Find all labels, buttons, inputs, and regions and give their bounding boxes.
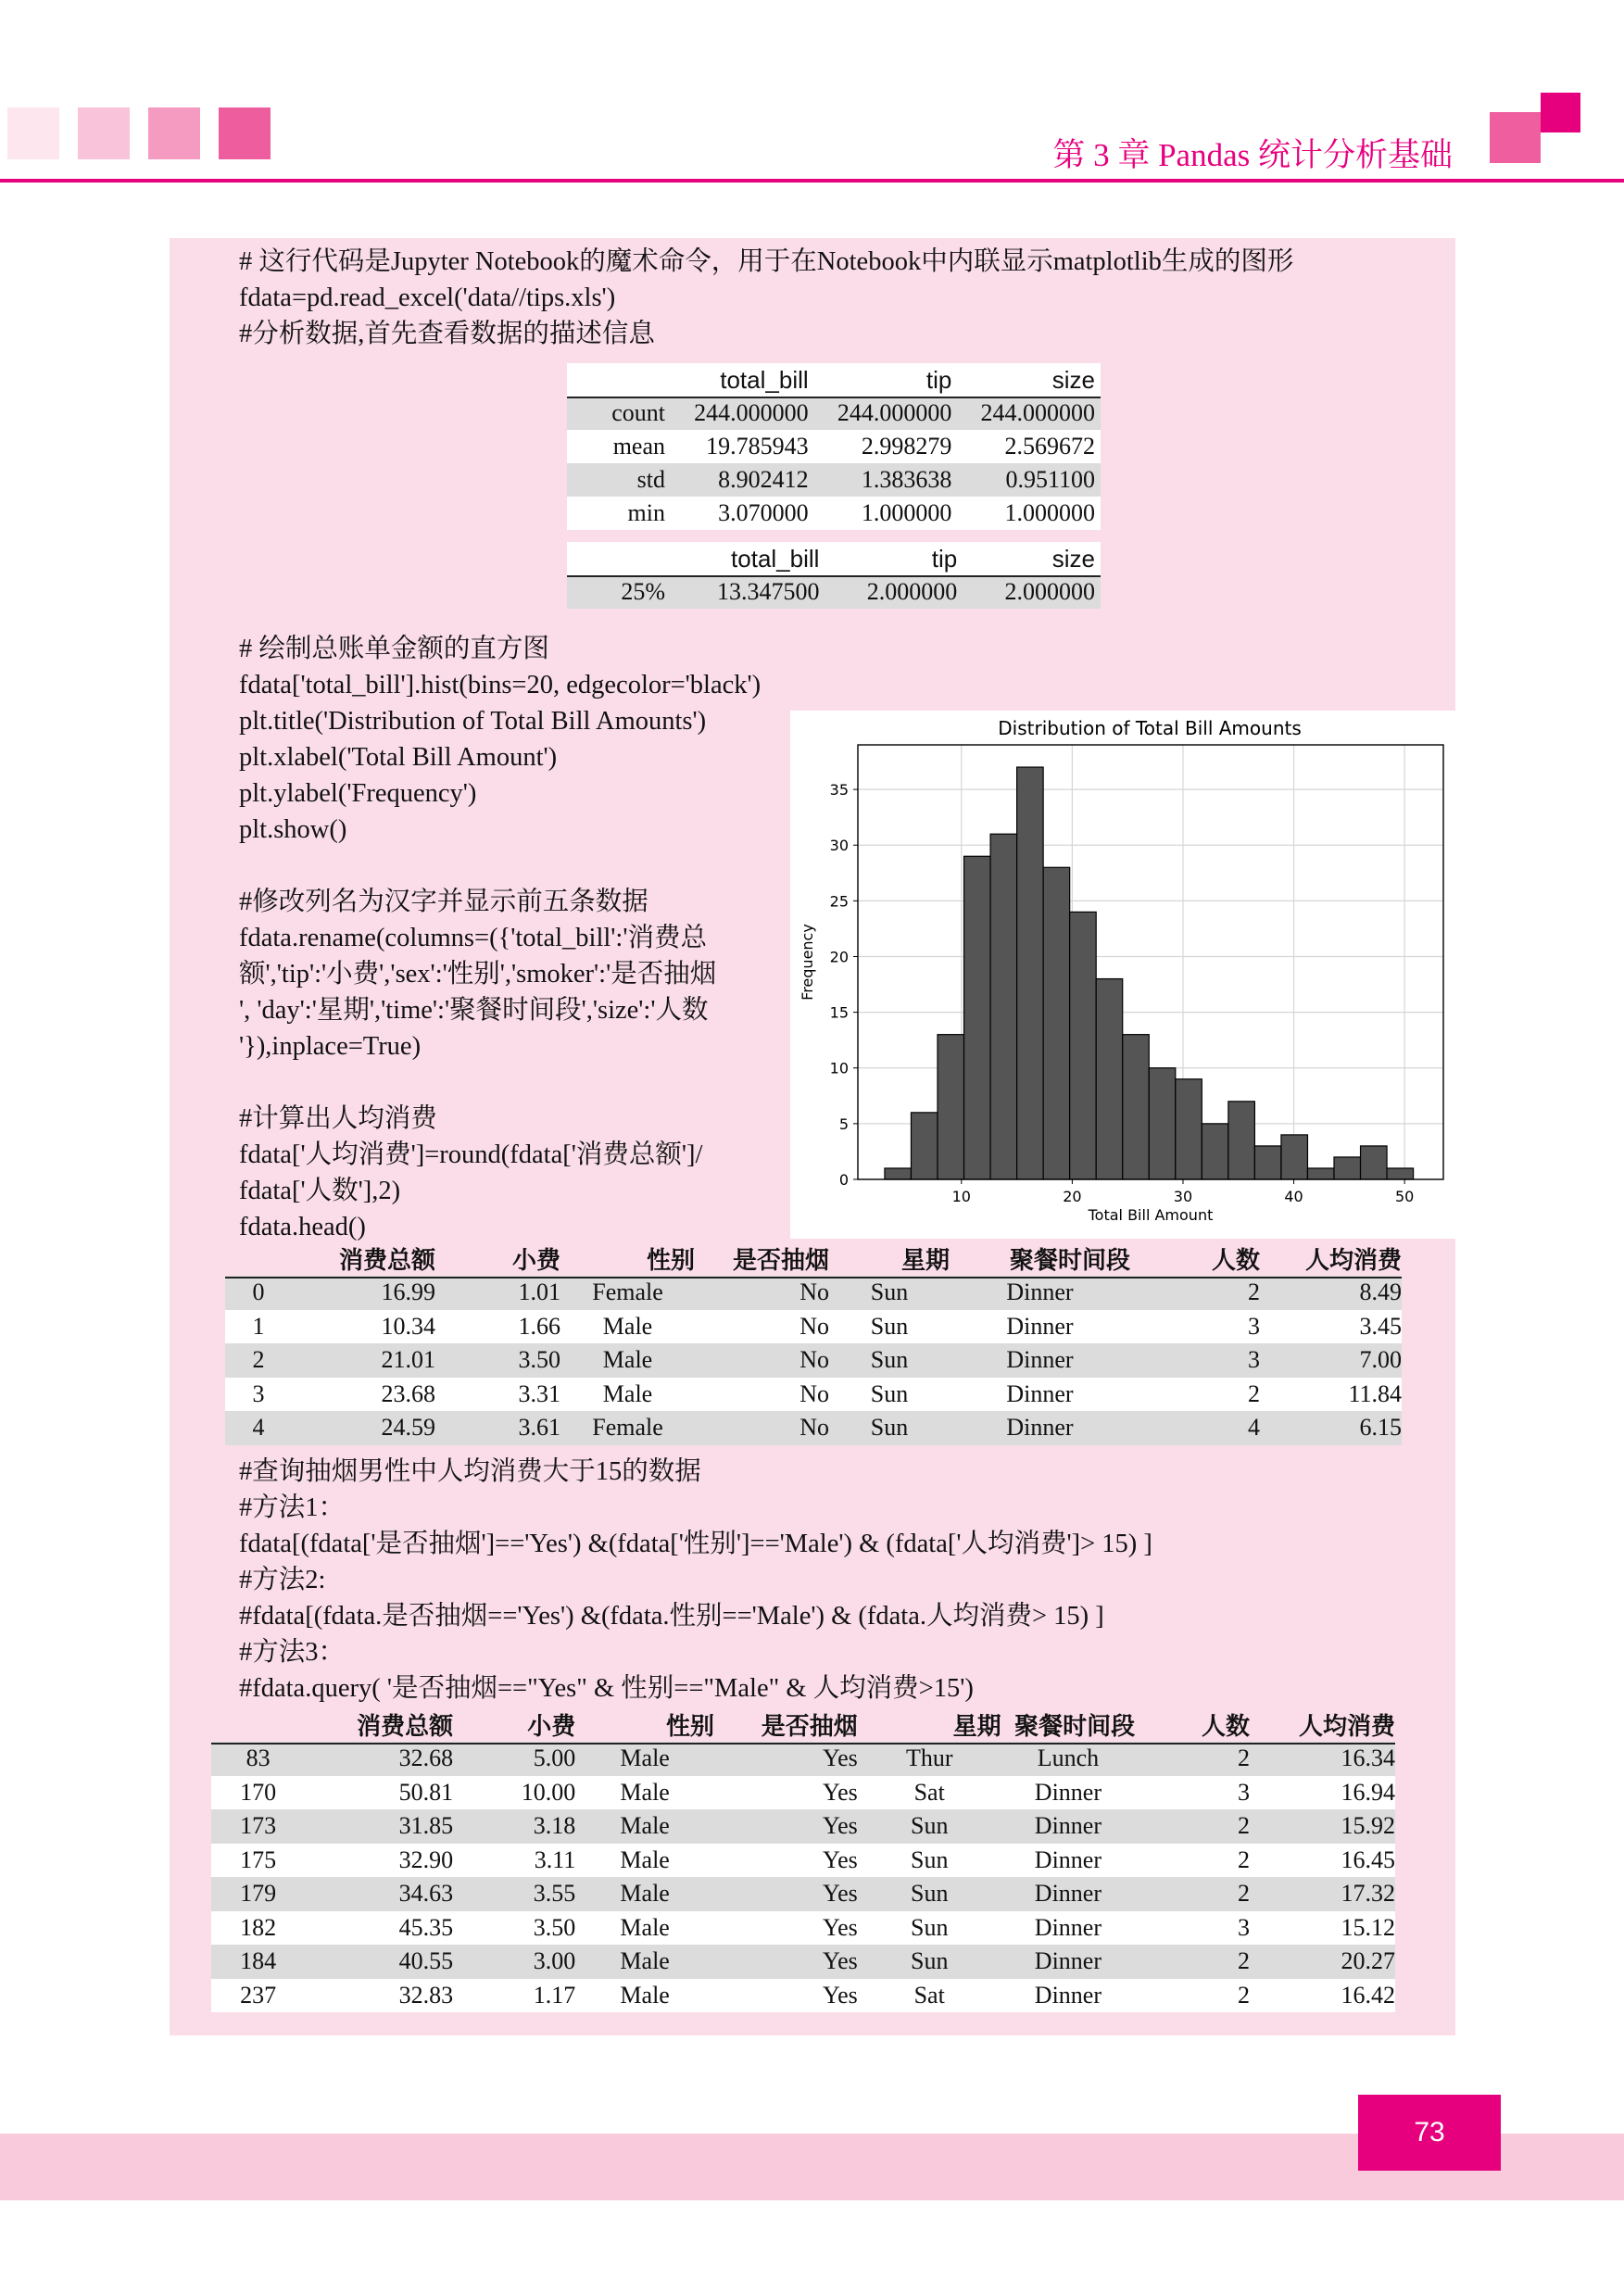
cell: 3.50 — [453, 1911, 575, 1946]
cell: Dinner — [1001, 1979, 1136, 2013]
cell: 10.34 — [292, 1310, 435, 1344]
cell: Dinner — [1001, 1776, 1136, 1810]
table-row — [211, 1742, 1395, 1776]
cell: Dinner — [1001, 1911, 1136, 1946]
histogram-bar — [911, 1113, 938, 1179]
cell: 3.070000 — [671, 497, 814, 530]
cell: 3 — [1135, 1776, 1250, 1810]
cell: Sun — [858, 1911, 1001, 1946]
y-axis-label: Frequency — [799, 924, 816, 1001]
cell: Male — [575, 1776, 714, 1810]
header-square-2 — [78, 107, 130, 159]
cell: No — [695, 1343, 829, 1378]
table-row — [567, 430, 1101, 463]
col-header: total_bill — [731, 544, 820, 573]
histogram-bar — [938, 1035, 964, 1179]
row-index: 2 — [225, 1343, 292, 1378]
cell: 3 — [1135, 1911, 1250, 1946]
code-line — [239, 848, 761, 884]
table-row — [211, 1979, 1395, 2013]
cell: 21.01 — [292, 1343, 435, 1378]
cell: 244.000000 — [814, 397, 958, 430]
code-block-2 — [239, 631, 761, 1245]
x-tick-label: 50 — [1394, 1188, 1415, 1205]
cell: Male — [575, 1809, 714, 1844]
table-row — [211, 1945, 1395, 1979]
cell: 2 — [1135, 1945, 1250, 1979]
table-row — [225, 1310, 1402, 1344]
col-header: 小费 — [511, 1247, 560, 1275]
cell: 1.01 — [435, 1276, 560, 1310]
col-header: 性别 — [665, 1713, 714, 1741]
cell: 24.59 — [292, 1411, 435, 1445]
code-line: #查询抽烟男性中人均消费大于15的数据 — [239, 1457, 701, 1486]
cell: 5.00 — [453, 1742, 575, 1776]
cell: 32.90 — [305, 1844, 453, 1878]
row-label: mean — [567, 430, 671, 463]
cell: Male — [560, 1378, 695, 1412]
cell: 3.45 — [1260, 1310, 1402, 1344]
cell: Dinner — [1001, 1877, 1136, 1911]
header-corner-square-big — [1490, 112, 1541, 163]
table-row — [225, 1411, 1402, 1445]
table-header-rule — [567, 397, 1101, 398]
y-tick-label: 15 — [829, 1003, 849, 1022]
table-row — [225, 1276, 1402, 1310]
cell: Dinner — [950, 1276, 1130, 1310]
y-tick-label: 30 — [829, 837, 849, 855]
table-header-rule — [225, 1277, 1402, 1279]
cell: 45.35 — [305, 1911, 453, 1946]
row-label: min — [567, 497, 671, 530]
y-tick-label: 20 — [829, 948, 849, 966]
code-block-3 — [239, 1454, 1152, 1707]
col-header: tip — [931, 544, 958, 573]
table-row — [211, 1776, 1395, 1810]
code-line: plt.xlabel('Total Bill Amount') — [239, 743, 558, 772]
cell: Dinner — [950, 1310, 1130, 1344]
header-square-3 — [148, 107, 200, 159]
cell: 16.45 — [1250, 1844, 1395, 1878]
col-header: 星期 — [900, 1247, 950, 1275]
cell: Male — [560, 1343, 695, 1378]
row-label: count — [567, 397, 671, 430]
cell: Yes — [714, 1844, 858, 1878]
histogram-bar — [1176, 1079, 1202, 1179]
col-header: tip — [925, 365, 952, 394]
cell: 50.81 — [305, 1776, 453, 1810]
cell: 16.99 — [292, 1276, 435, 1310]
cell: Sun — [858, 1809, 1001, 1844]
cell: 2 — [1130, 1378, 1260, 1412]
code-line — [239, 1064, 761, 1101]
row-index: 184 — [211, 1945, 305, 1979]
col-header: total_bill — [720, 365, 809, 394]
cell: 16.94 — [1250, 1776, 1395, 1810]
cell: Sun — [829, 1310, 950, 1344]
code-line: ', 'day':'星期','time':'聚餐时间段','size':'人数 — [239, 996, 709, 1025]
row-index: 173 — [211, 1809, 305, 1844]
cell: Male — [575, 1742, 714, 1776]
histogram-bar — [1123, 1035, 1150, 1179]
cell: 4 — [1130, 1411, 1260, 1445]
chart-title: Distribution of Total Bill Amounts — [998, 717, 1302, 739]
code-line: # 这行代码是Jupyter Notebook的魔术命令，用于在Notebook中内联显示matplotlib生成的图形 — [239, 247, 1294, 276]
cell: 13.347500 — [671, 575, 825, 609]
cell: 1.000000 — [957, 497, 1101, 530]
cell: Dinner — [950, 1411, 1130, 1445]
cell: Sun — [829, 1411, 950, 1445]
cell: No — [695, 1276, 829, 1310]
page-number: 73 — [1358, 2095, 1501, 2171]
cell: 2 — [1135, 1844, 1250, 1878]
cell: 3 — [1130, 1343, 1260, 1378]
code-block-1 — [239, 244, 1293, 352]
table-row — [567, 575, 1101, 609]
row-label: 25% — [567, 575, 671, 609]
x-tick-label: 40 — [1284, 1188, 1303, 1205]
code-line: fdata=pd.read_excel('data//tips.xls') — [239, 283, 616, 312]
table-row — [211, 1911, 1395, 1946]
col-header: 是否抽烟 — [761, 1713, 858, 1741]
cell: 2 — [1135, 1742, 1250, 1776]
table-header-row — [211, 1707, 1395, 1742]
col-header: 消费总额 — [357, 1713, 454, 1741]
table-row — [567, 463, 1101, 497]
cell: Male — [575, 1844, 714, 1878]
code-line: # 绘制总账单金额的直方图 — [239, 635, 549, 663]
col-header: 小费 — [527, 1713, 576, 1741]
code-line: plt.ylabel('Frequency') — [239, 779, 477, 808]
cell: 32.83 — [305, 1979, 453, 2013]
code-line: fdata['人均消费']=round(fdata['消费总额']/ — [239, 1140, 703, 1169]
row-index: 170 — [211, 1776, 305, 1810]
header-square-4 — [219, 107, 271, 159]
cell: 3.61 — [435, 1411, 560, 1445]
cell: 2 — [1135, 1877, 1250, 1911]
table-header-rule — [211, 1743, 1395, 1745]
cell: 0.951100 — [957, 463, 1101, 497]
cell: 11.84 — [1260, 1378, 1402, 1412]
col-header: 人数 — [1202, 1713, 1251, 1741]
header-square-1 — [7, 107, 59, 159]
col-header: 消费总额 — [338, 1247, 435, 1275]
histogram-bar — [1017, 767, 1044, 1179]
code-line: fdata.rename(columns=({'total_bill':'消费总 — [239, 924, 707, 952]
cell: 2.000000 — [825, 575, 963, 609]
code-line: plt.show() — [239, 815, 347, 844]
col-header: 人均消费 — [1298, 1713, 1395, 1741]
cell: Dinner — [950, 1378, 1130, 1412]
cell: 7.00 — [1260, 1343, 1402, 1378]
x-tick-label: 10 — [951, 1188, 971, 1205]
y-tick-label: 0 — [838, 1171, 849, 1189]
code-line: fdata['total_bill'].hist(bins=20, edgecolor='black') — [239, 671, 762, 699]
col-header: 性别 — [646, 1247, 695, 1275]
cell: Male — [575, 1911, 714, 1946]
x-axis-label: Total Bill Amount — [1088, 1206, 1214, 1224]
code-line: #fdata.query( '是否抽烟=="Yes" & 性别=="Male" & 人均消费>15') — [239, 1674, 974, 1703]
table-row — [211, 1809, 1395, 1844]
cell: 3.11 — [453, 1844, 575, 1878]
code-line: #计算出人均消费 — [239, 1104, 437, 1133]
table-row — [567, 497, 1101, 530]
code-line: fdata.head() — [239, 1213, 366, 1241]
col-header: 是否抽烟 — [732, 1247, 829, 1275]
row-index: 182 — [211, 1911, 305, 1946]
histogram-bar — [885, 1168, 912, 1179]
cell: 23.68 — [292, 1378, 435, 1412]
cell: Female — [560, 1276, 695, 1310]
cell: 2 — [1135, 1809, 1250, 1844]
cell: 2.998279 — [814, 430, 958, 463]
cell: 20.27 — [1250, 1945, 1395, 1979]
cell: 2.000000 — [963, 575, 1101, 609]
histogram-bar — [1043, 867, 1070, 1179]
code-line: '}),inplace=True) — [239, 1032, 422, 1061]
row-label: std — [567, 463, 671, 497]
cell: Sun — [829, 1378, 950, 1412]
cell: 3.18 — [453, 1809, 575, 1844]
cell: Dinner — [1001, 1945, 1136, 1979]
code-line: 额','tip':'小费','sex':'性别','smoker':'是否抽烟 — [239, 960, 717, 989]
cell: 2 — [1135, 1979, 1250, 2013]
code-line: #fdata[(fdata.是否抽烟=='Yes') &(fdata.性别=='Male') & (fdata.人均消费> 15) ] — [239, 1602, 1104, 1631]
row-index: 175 — [211, 1844, 305, 1878]
histogram-bar — [1307, 1168, 1334, 1179]
table-row — [567, 397, 1101, 430]
cell: 1.383638 — [814, 463, 958, 497]
cell: Sun — [858, 1945, 1001, 1979]
histogram-bar — [1202, 1124, 1228, 1179]
cell: Lunch — [1001, 1742, 1136, 1776]
cell: 15.12 — [1250, 1911, 1395, 1946]
cell: 1.66 — [435, 1310, 560, 1344]
col-header: 聚餐时间段 — [1014, 1713, 1136, 1741]
header-corner-square-small — [1541, 93, 1580, 132]
cell: Sat — [858, 1979, 1001, 2013]
y-tick-label: 35 — [829, 781, 849, 800]
code-line: fdata[(fdata['是否抽烟']=='Yes') &(fdata['性别']=='Male') & (fdata['人均消费']> 15) ] — [239, 1530, 1152, 1558]
cell: Sun — [829, 1276, 950, 1310]
cell: Female — [560, 1411, 695, 1445]
histogram-bar — [1361, 1146, 1388, 1179]
cell: 40.55 — [305, 1945, 453, 1979]
row-index: 237 — [211, 1979, 305, 2013]
code-line: #方法2: — [239, 1566, 326, 1594]
cell: 19.785943 — [671, 430, 814, 463]
describe-table-1 — [567, 363, 1101, 530]
cell: Yes — [714, 1911, 858, 1946]
cell: No — [695, 1378, 829, 1412]
code-line: plt.title('Distribution of Total Bill Amounts') — [239, 707, 707, 736]
cell: Yes — [714, 1945, 858, 1979]
col-header: 人数 — [1211, 1247, 1260, 1275]
cell: 3 — [1130, 1310, 1260, 1344]
cell: 32.68 — [305, 1742, 453, 1776]
histogram-bar — [990, 834, 1017, 1179]
row-index: 4 — [225, 1411, 292, 1445]
table-header-row — [225, 1241, 1402, 1276]
cell: Male — [575, 1979, 714, 2013]
chapter-title: 第 3 章 Pandas 统计分析基础 — [1052, 137, 1453, 173]
cell: No — [695, 1310, 829, 1344]
cell: 1.000000 — [814, 497, 958, 530]
table-row — [225, 1378, 1402, 1412]
row-index: 1 — [225, 1310, 292, 1344]
col-header: size — [1051, 544, 1095, 573]
col-header: size — [1051, 365, 1095, 394]
cell: Thur — [858, 1742, 1001, 1776]
histogram-chart — [792, 711, 1450, 1239]
code-line: fdata['人数'],2) — [239, 1177, 401, 1205]
code-line: #修改列名为汉字并显示前五条数据 — [239, 888, 648, 916]
histogram-bar — [1387, 1168, 1414, 1179]
cell: No — [695, 1411, 829, 1445]
cell: 34.63 — [305, 1877, 453, 1911]
cell: 8.49 — [1260, 1276, 1402, 1310]
cell: 2 — [1130, 1276, 1260, 1310]
cell: Sun — [858, 1877, 1001, 1911]
cell: 31.85 — [305, 1809, 453, 1844]
code-line: #分析数据,首先查看数据的描述信息 — [239, 320, 655, 348]
row-index: 3 — [225, 1378, 292, 1412]
cell: 3.50 — [435, 1343, 560, 1378]
cell: 16.34 — [1250, 1742, 1395, 1776]
col-header: 聚餐时间段 — [1009, 1247, 1130, 1275]
cell: Yes — [714, 1877, 858, 1911]
cell: 17.32 — [1250, 1877, 1395, 1911]
code-line: #方法3： — [239, 1638, 346, 1667]
cell: Yes — [714, 1742, 858, 1776]
code-line: #方法1： — [239, 1493, 346, 1522]
cell: 16.42 — [1250, 1979, 1395, 2013]
histogram-bar — [1149, 1068, 1176, 1179]
cell: 8.902412 — [671, 463, 814, 497]
cell: Dinner — [1001, 1809, 1136, 1844]
table-row — [225, 1343, 1402, 1378]
head-table — [225, 1241, 1402, 1445]
cell: 10.00 — [453, 1776, 575, 1810]
table-header-rule — [567, 575, 1101, 577]
row-index: 179 — [211, 1877, 305, 1911]
cell: 2.569672 — [957, 430, 1101, 463]
cell: Dinner — [950, 1343, 1130, 1378]
col-header: 星期 — [952, 1713, 1001, 1741]
header-rule — [0, 179, 1624, 183]
cell: 3.55 — [453, 1877, 575, 1911]
histogram-bar — [1281, 1135, 1308, 1179]
cell: Yes — [714, 1979, 858, 2013]
cell: 15.92 — [1250, 1809, 1395, 1844]
y-tick-label: 25 — [829, 892, 849, 911]
cell: 244.000000 — [957, 397, 1101, 430]
histogram-bar — [1254, 1146, 1281, 1179]
cell: Male — [560, 1310, 695, 1344]
row-index: 0 — [225, 1276, 292, 1310]
col-header: 人均消费 — [1304, 1247, 1402, 1275]
x-tick-label: 30 — [1173, 1188, 1193, 1205]
cell: Yes — [714, 1809, 858, 1844]
cell: Male — [575, 1945, 714, 1979]
histogram-bar — [1096, 979, 1123, 1179]
cell: 1.17 — [453, 1979, 575, 2013]
histogram-bar — [1070, 912, 1097, 1179]
cell: 244.000000 — [671, 397, 814, 430]
cell: 3.31 — [435, 1378, 560, 1412]
x-tick-label: 20 — [1063, 1188, 1082, 1205]
table-row — [211, 1844, 1395, 1878]
cell: Sun — [829, 1343, 950, 1378]
y-tick-label: 5 — [838, 1115, 849, 1133]
histogram-bar — [1334, 1157, 1361, 1179]
table-row — [211, 1877, 1395, 1911]
cell: Sat — [858, 1776, 1001, 1810]
cell: Sun — [858, 1844, 1001, 1878]
cell: 3.00 — [453, 1945, 575, 1979]
query-table — [211, 1707, 1395, 2012]
cell: Yes — [714, 1776, 858, 1810]
cell: Male — [575, 1877, 714, 1911]
cell: 6.15 — [1260, 1411, 1402, 1445]
histogram-bar — [964, 856, 991, 1179]
cell: Dinner — [1001, 1844, 1136, 1878]
row-index: 83 — [211, 1742, 305, 1776]
histogram-bar — [1228, 1102, 1255, 1179]
y-tick-label: 10 — [829, 1059, 849, 1077]
